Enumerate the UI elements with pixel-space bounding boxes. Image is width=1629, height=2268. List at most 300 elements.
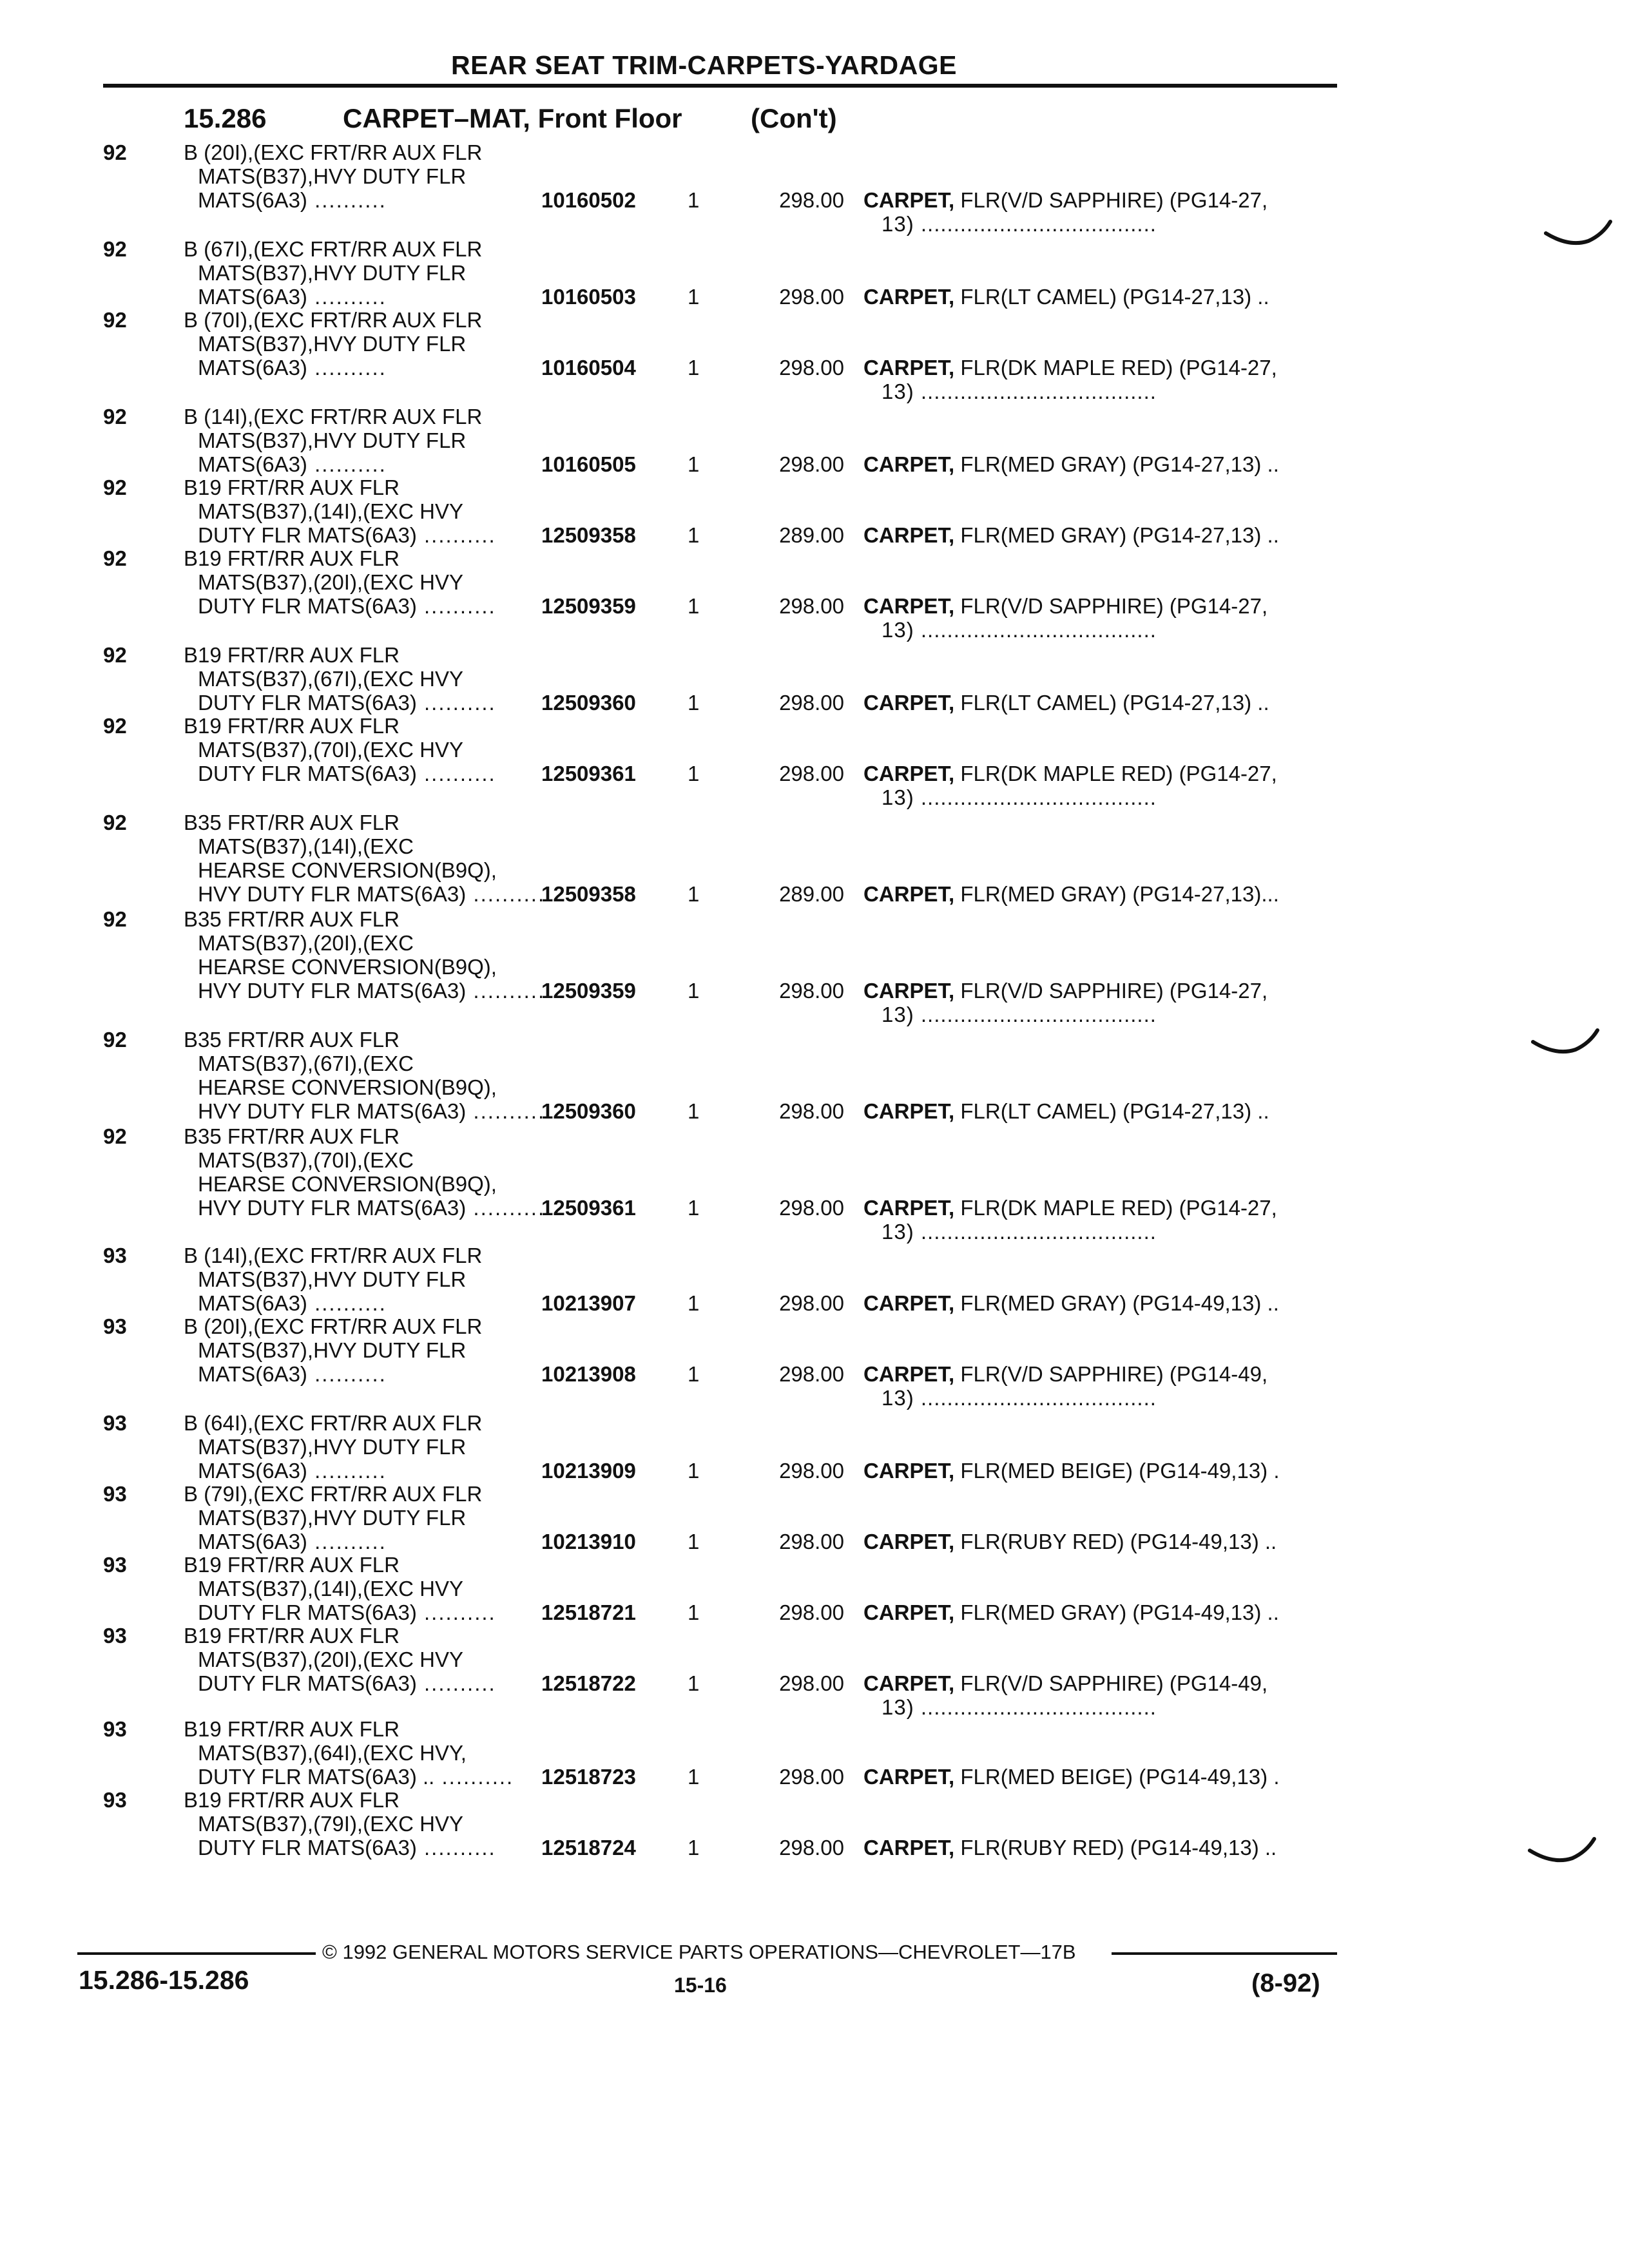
item-description <box>184 1411 545 1483</box>
figure-number: 92 <box>103 1124 127 1148</box>
quantity: 1 <box>688 1459 700 1483</box>
description-line <box>184 1624 545 1648</box>
item-description <box>184 1482 545 1553</box>
description-text: MATS(6A3) <box>198 452 307 476</box>
quantity: 1 <box>688 1291 700 1315</box>
description-text: B19 FRT/RR AUX FLR <box>184 714 400 738</box>
figure-number: 92 <box>103 907 127 931</box>
part-title-text: FLR(MED GRAY) (PG14-27,13) .. <box>954 523 1279 547</box>
description-text: B19 FRT/RR AUX FLR <box>184 1624 400 1648</box>
part-title-text: FLR(V/D SAPPHIRE) (PG14-49, <box>954 1671 1268 1695</box>
part-title <box>863 1836 1340 1860</box>
footer-date: (8-92) <box>1251 1969 1320 1997</box>
part-title-keyword: CARPET, <box>863 1196 955 1220</box>
description-text: HVY DUTY FLR MATS(6A3) <box>198 979 467 1003</box>
description-text: DUTY FLR MATS(6A3) .. <box>198 1765 435 1789</box>
part-number: 12509359 <box>541 594 636 618</box>
part-title-text: FLR(V/D SAPPHIRE) (PG14-27, <box>954 188 1268 212</box>
description-text: HEARSE CONVERSION(B9Q), <box>198 955 497 979</box>
description-line <box>184 1267 545 1291</box>
description-line <box>184 1052 545 1075</box>
item-description <box>184 907 545 1003</box>
part-title <box>863 1196 1340 1244</box>
section-continued: (Con't) <box>751 103 837 133</box>
part-number: 12509358 <box>541 882 636 906</box>
quantity: 1 <box>688 1099 700 1123</box>
part-title-keyword: CARPET, <box>863 979 955 1003</box>
leader-dots: .......... <box>307 356 387 380</box>
description-text: B (14I),(EXC FRT/RR AUX FLR <box>184 1244 483 1267</box>
description-text: DUTY FLR MATS(6A3) <box>198 691 417 715</box>
description-text: DUTY FLR MATS(6A3) <box>198 1600 417 1624</box>
description-text: MATS(6A3) <box>198 1362 307 1386</box>
part-title-text: FLR(V/D SAPPHIRE) (PG14-27, <box>954 594 1268 618</box>
part-title <box>863 188 1340 236</box>
part-title-text: FLR(MED GRAY) (PG14-27,13)... <box>954 882 1279 906</box>
description-line <box>184 811 545 834</box>
part-number: 10213910 <box>541 1530 636 1553</box>
description-text: MATS(6A3) <box>198 1530 307 1553</box>
price: 289.00 <box>779 882 844 906</box>
part-title-continuation-text: 13) <box>882 212 914 236</box>
part-title <box>863 1099 1340 1123</box>
description-line <box>184 188 545 212</box>
description-text: MATS(B37),(67I),(EXC HVY <box>198 667 463 691</box>
price: 298.00 <box>779 1099 844 1123</box>
item-description <box>184 308 545 380</box>
item-description <box>184 811 545 906</box>
part-title-keyword: CARPET, <box>863 285 955 309</box>
leader-dots: .................................... <box>914 1220 1157 1244</box>
figure-number: 93 <box>103 1788 127 1812</box>
quantity: 1 <box>688 594 700 618</box>
description-line <box>184 499 545 523</box>
item-description <box>184 476 545 547</box>
quantity: 1 <box>688 1765 700 1789</box>
check-mark-icon <box>1530 1028 1601 1060</box>
description-text: B19 FRT/RR AUX FLR <box>184 643 400 667</box>
item-description <box>184 405 545 476</box>
description-line <box>184 714 545 738</box>
description-line <box>184 834 545 858</box>
part-title-text: FLR(LT CAMEL) (PG14-27,13) .. <box>954 1099 1269 1123</box>
leader-dots: .................................... <box>914 380 1157 403</box>
part-title-text: FLR(MED GRAY) (PG14-49,13) .. <box>954 1600 1279 1624</box>
price: 298.00 <box>779 1600 844 1624</box>
section-number: 15.286 <box>184 103 267 133</box>
description-line <box>184 882 545 906</box>
part-number: 12509360 <box>541 1099 636 1123</box>
leader-dots: .......... <box>416 1671 496 1695</box>
description-line <box>184 1148 545 1172</box>
leader-dots: .......... <box>307 188 387 212</box>
part-title-keyword: CARPET, <box>863 1459 955 1483</box>
leader-dots: .......... <box>307 1530 387 1553</box>
part-title <box>863 1600 1340 1624</box>
quantity: 1 <box>688 523 700 547</box>
description-line <box>184 261 545 285</box>
description-text: MATS(6A3) <box>198 188 307 212</box>
leader-dots: .......... <box>466 979 546 1003</box>
description-line <box>184 1482 545 1506</box>
description-text: MATS(B37),HVY DUTY FLR <box>198 332 467 356</box>
price: 298.00 <box>779 356 844 380</box>
leader-dots: .......... <box>416 691 496 715</box>
description-text: MATS(B37),(79I),(EXC HVY <box>198 1812 463 1836</box>
part-number: 12509361 <box>541 1196 636 1220</box>
description-line <box>184 907 545 931</box>
part-title-text: FLR(LT CAMEL) (PG14-27,13) .. <box>954 285 1269 309</box>
part-title-text: FLR(LT CAMEL) (PG14-27,13) .. <box>954 691 1269 715</box>
description-line <box>184 523 545 547</box>
part-title <box>863 882 1340 906</box>
part-title-continuation <box>863 1003 1340 1026</box>
description-text: B (67I),(EXC FRT/RR AUX FLR <box>184 237 483 261</box>
description-line <box>184 1788 545 1812</box>
description-line <box>184 285 545 309</box>
description-line <box>184 332 545 356</box>
description-text: HEARSE CONVERSION(B9Q), <box>198 858 497 882</box>
part-title <box>863 1530 1340 1553</box>
leader-dots: .................................... <box>914 1003 1157 1026</box>
description-text: MATS(B37),HVY DUTY FLR <box>198 261 467 285</box>
description-line <box>184 1717 545 1741</box>
leader-dots: .......... <box>466 1196 546 1220</box>
part-title-keyword: CARPET, <box>863 1291 955 1315</box>
description-text: B35 FRT/RR AUX FLR <box>184 1028 400 1052</box>
leader-dots: .......... <box>416 1836 496 1860</box>
description-line <box>184 1244 545 1267</box>
part-title-keyword: CARPET, <box>863 594 955 618</box>
leader-dots: .......... <box>307 1291 387 1315</box>
part-title-continuation <box>863 212 1340 236</box>
figure-number: 93 <box>103 1244 127 1267</box>
footer-page-number: 15-16 <box>674 1974 727 1997</box>
description-text: B19 FRT/RR AUX FLR <box>184 1717 400 1741</box>
description-text: MATS(B37),HVY DUTY FLR <box>198 164 467 188</box>
item-description <box>184 1717 545 1789</box>
part-title-keyword: CARPET, <box>863 1765 955 1789</box>
part-title-continuation-text: 13) <box>882 1220 914 1244</box>
figure-number: 92 <box>103 643 127 667</box>
description-text: HVY DUTY FLR MATS(6A3) <box>198 1196 467 1220</box>
description-text: MATS(B37),(64I),(EXC HVY, <box>198 1741 467 1765</box>
figure-number: 92 <box>103 546 127 570</box>
description-text: DUTY FLR MATS(6A3) <box>198 1671 417 1695</box>
quantity: 1 <box>688 452 700 476</box>
part-title-text: FLR(MED GRAY) (PG14-27,13) .. <box>954 452 1279 476</box>
description-line <box>184 1812 545 1836</box>
item-description <box>184 643 545 715</box>
quantity: 1 <box>688 1362 700 1386</box>
leader-dots: .......... <box>466 882 546 906</box>
part-number: 12509361 <box>541 762 636 785</box>
leader-dots: .................................... <box>914 618 1157 642</box>
part-title <box>863 1291 1340 1315</box>
description-text: MATS(B37),(20I),(EXC <box>198 931 414 955</box>
part-title-continuation-text: 13) <box>882 1003 914 1026</box>
description-text: HEARSE CONVERSION(B9Q), <box>198 1172 497 1196</box>
part-title <box>863 979 1340 1026</box>
description-text: MATS(B37),HVY DUTY FLR <box>198 1267 467 1291</box>
part-title-continuation <box>863 618 1340 642</box>
footer-copyright: © 1992 GENERAL MOTORS SERVICE PARTS OPERATIONS—CHEVROLET—17B <box>322 1941 1076 1963</box>
price: 298.00 <box>779 1765 844 1789</box>
part-title-continuation <box>863 1695 1340 1719</box>
quantity: 1 <box>688 285 700 309</box>
part-title-keyword: CARPET, <box>863 1836 955 1860</box>
part-title-continuation <box>863 1386 1340 1410</box>
description-line <box>184 356 545 380</box>
description-text: B (70I),(EXC FRT/RR AUX FLR <box>184 308 483 332</box>
description-line <box>184 1196 545 1220</box>
description-text: B (64I),(EXC FRT/RR AUX FLR <box>184 1411 483 1435</box>
part-title-keyword: CARPET, <box>863 1530 955 1553</box>
price: 298.00 <box>779 1362 844 1386</box>
part-title-text: FLR(V/D SAPPHIRE) (PG14-49, <box>954 1362 1268 1386</box>
description-text: MATS(6A3) <box>198 1459 307 1483</box>
description-text: MATS(B37),HVY DUTY FLR <box>198 1435 467 1459</box>
figure-number: 92 <box>103 140 127 164</box>
part-number: 10213909 <box>541 1459 636 1483</box>
leader-dots: .......... <box>416 523 496 547</box>
quantity: 1 <box>688 188 700 212</box>
leader-dots: .................................... <box>914 1695 1157 1719</box>
description-text: DUTY FLR MATS(6A3) <box>198 1836 417 1860</box>
description-line <box>184 1600 545 1624</box>
description-text: MATS(B37),(20I),(EXC HVY <box>198 1648 463 1671</box>
description-line <box>184 1553 545 1577</box>
description-line <box>184 1075 545 1099</box>
price: 298.00 <box>779 1196 844 1220</box>
description-line <box>184 1577 545 1600</box>
price: 298.00 <box>779 979 844 1003</box>
leader-dots: .................................... <box>914 785 1157 809</box>
price: 298.00 <box>779 452 844 476</box>
part-number: 10160502 <box>541 188 636 212</box>
part-title <box>863 1362 1340 1410</box>
part-title-keyword: CARPET, <box>863 1362 955 1386</box>
part-number: 12518721 <box>541 1600 636 1624</box>
description-line <box>184 308 545 332</box>
part-title-keyword: CARPET, <box>863 188 955 212</box>
part-title <box>863 1765 1340 1789</box>
part-title <box>863 691 1340 715</box>
part-number: 10213907 <box>541 1291 636 1315</box>
part-title-keyword: CARPET, <box>863 762 955 785</box>
description-line <box>184 1028 545 1052</box>
description-line <box>184 1172 545 1196</box>
figure-number: 93 <box>103 1314 127 1338</box>
item-description <box>184 237 545 309</box>
quantity: 1 <box>688 979 700 1003</box>
part-number: 12509360 <box>541 691 636 715</box>
description-line <box>184 1530 545 1553</box>
description-line <box>184 476 545 499</box>
description-text: MATS(B37),(14I),(EXC HVY <box>198 1577 463 1600</box>
figure-number: 93 <box>103 1624 127 1648</box>
figure-number: 92 <box>103 811 127 834</box>
footer-section-range: 15.286-15.286 <box>79 1965 249 1995</box>
description-line <box>184 667 545 691</box>
item-description <box>184 714 545 785</box>
item-description <box>184 1244 545 1315</box>
description-line <box>184 1648 545 1671</box>
item-description <box>184 140 545 212</box>
page-title: REAR SEAT TRIM-CARPETS-YARDAGE <box>451 50 957 80</box>
figure-number: 93 <box>103 1717 127 1741</box>
part-title-keyword: CARPET, <box>863 1671 955 1695</box>
part-number: 10160503 <box>541 285 636 309</box>
leader-dots: .......... <box>466 1099 546 1123</box>
description-text: MATS(B37),(20I),(EXC HVY <box>198 570 463 594</box>
item-description <box>184 1788 545 1860</box>
description-text: DUTY FLR MATS(6A3) <box>198 523 417 547</box>
part-title-text: FLR(MED BEIGE) (PG14-49,13) . <box>954 1765 1280 1789</box>
description-line <box>184 643 545 667</box>
description-text: B35 FRT/RR AUX FLR <box>184 811 400 834</box>
description-text: B19 FRT/RR AUX FLR <box>184 476 400 499</box>
part-title <box>863 452 1340 476</box>
description-line <box>184 1362 545 1386</box>
quantity: 1 <box>688 1530 700 1553</box>
price: 298.00 <box>779 1530 844 1553</box>
description-text: DUTY FLR MATS(6A3) <box>198 762 417 785</box>
description-text: MATS(B37),HVY DUTY FLR <box>198 428 467 452</box>
description-line <box>184 1338 545 1362</box>
leader-dots: .......... <box>307 1362 387 1386</box>
description-text: HEARSE CONVERSION(B9Q), <box>198 1075 497 1099</box>
description-line <box>184 1314 545 1338</box>
description-text: B35 FRT/RR AUX FLR <box>184 907 400 931</box>
description-text: MATS(B37),(70I),(EXC HVY <box>198 738 463 762</box>
description-line <box>184 594 545 618</box>
description-line <box>184 762 545 785</box>
part-title-keyword: CARPET, <box>863 452 955 476</box>
description-text: B (20I),(EXC FRT/RR AUX FLR <box>184 1314 483 1338</box>
part-number: 12509358 <box>541 523 636 547</box>
part-title <box>863 762 1340 809</box>
figure-number: 93 <box>103 1482 127 1506</box>
price: 298.00 <box>779 1291 844 1315</box>
figure-number: 93 <box>103 1553 127 1577</box>
check-mark-icon <box>1527 1836 1598 1869</box>
figure-number: 92 <box>103 476 127 499</box>
part-title-keyword: CARPET, <box>863 523 955 547</box>
part-title-text: FLR(DK MAPLE RED) (PG14-27, <box>954 356 1277 380</box>
quantity: 1 <box>688 691 700 715</box>
part-title <box>863 594 1340 642</box>
part-title-text: FLR(MED BEIGE) (PG14-49,13) . <box>954 1459 1280 1483</box>
description-text: B (20I),(EXC FRT/RR AUX FLR <box>184 140 483 164</box>
description-line <box>184 140 545 164</box>
price: 298.00 <box>779 762 844 785</box>
description-text: B19 FRT/RR AUX FLR <box>184 546 400 570</box>
part-title-text: FLR(RUBY RED) (PG14-49,13) .. <box>954 1836 1277 1860</box>
description-line <box>184 1765 545 1789</box>
description-line <box>184 1291 545 1315</box>
figure-number: 92 <box>103 1028 127 1052</box>
part-title-continuation-text: 13) <box>882 1695 914 1719</box>
description-line <box>184 452 545 476</box>
part-title-continuation-text: 13) <box>882 618 914 642</box>
item-description <box>184 1314 545 1386</box>
description-text: MATS(B37),(14I),(EXC <box>198 834 414 858</box>
part-title-continuation <box>863 785 1340 809</box>
description-text: MATS(6A3) <box>198 1291 307 1315</box>
price: 298.00 <box>779 188 844 212</box>
quantity: 1 <box>688 762 700 785</box>
figure-number: 93 <box>103 1411 127 1435</box>
part-number: 10160505 <box>541 452 636 476</box>
part-title-text: FLR(MED GRAY) (PG14-49,13) .. <box>954 1291 1279 1315</box>
description-line <box>184 570 545 594</box>
description-text: HVY DUTY FLR MATS(6A3) <box>198 882 467 906</box>
part-title-continuation-text: 13) <box>882 380 914 403</box>
quantity: 1 <box>688 1671 700 1695</box>
leader-dots: .......... <box>416 1600 496 1624</box>
price: 298.00 <box>779 594 844 618</box>
part-title <box>863 1459 1340 1483</box>
description-line <box>184 1671 545 1695</box>
description-line <box>184 405 545 428</box>
leader-dots: .......... <box>307 452 387 476</box>
part-number: 12509359 <box>541 979 636 1003</box>
description-line <box>184 164 545 188</box>
part-title-text: FLR(RUBY RED) (PG14-49,13) .. <box>954 1530 1277 1553</box>
description-line <box>184 1741 545 1765</box>
price: 289.00 <box>779 523 844 547</box>
part-number: 12518722 <box>541 1671 636 1695</box>
leader-dots: .......... <box>434 1765 514 1789</box>
description-text: MATS(B37),(14I),(EXC HVY <box>198 499 463 523</box>
part-title <box>863 1671 1340 1719</box>
description-text: MATS(B37),(70I),(EXC <box>198 1148 414 1172</box>
price: 298.00 <box>779 285 844 309</box>
description-line <box>184 546 545 570</box>
part-title-text: FLR(DK MAPLE RED) (PG14-27, <box>954 762 1277 785</box>
footer-rule-right <box>1112 1952 1337 1955</box>
description-line <box>184 979 545 1003</box>
description-line <box>184 955 545 979</box>
leader-dots: .......... <box>307 285 387 309</box>
description-line <box>184 931 545 955</box>
leader-dots: .......... <box>416 762 496 785</box>
description-line <box>184 691 545 715</box>
figure-number: 92 <box>103 405 127 428</box>
part-title-continuation <box>863 1220 1340 1244</box>
part-title-text: FLR(DK MAPLE RED) (PG14-27, <box>954 1196 1277 1220</box>
quantity: 1 <box>688 1196 700 1220</box>
description-text: DUTY FLR MATS(6A3) <box>198 594 417 618</box>
part-title-keyword: CARPET, <box>863 882 955 906</box>
part-number: 10160504 <box>541 356 636 380</box>
description-line <box>184 738 545 762</box>
description-text: B35 FRT/RR AUX FLR <box>184 1124 400 1148</box>
figure-number: 92 <box>103 237 127 261</box>
price: 298.00 <box>779 1459 844 1483</box>
part-number: 12518723 <box>541 1765 636 1789</box>
description-line <box>184 1459 545 1483</box>
item-description <box>184 1124 545 1220</box>
price: 298.00 <box>779 1836 844 1860</box>
figure-number: 92 <box>103 714 127 738</box>
part-title-keyword: CARPET, <box>863 1099 955 1123</box>
quantity: 1 <box>688 1600 700 1624</box>
part-number: 12518724 <box>541 1836 636 1860</box>
part-title-keyword: CARPET, <box>863 1600 955 1624</box>
quantity: 1 <box>688 882 700 906</box>
